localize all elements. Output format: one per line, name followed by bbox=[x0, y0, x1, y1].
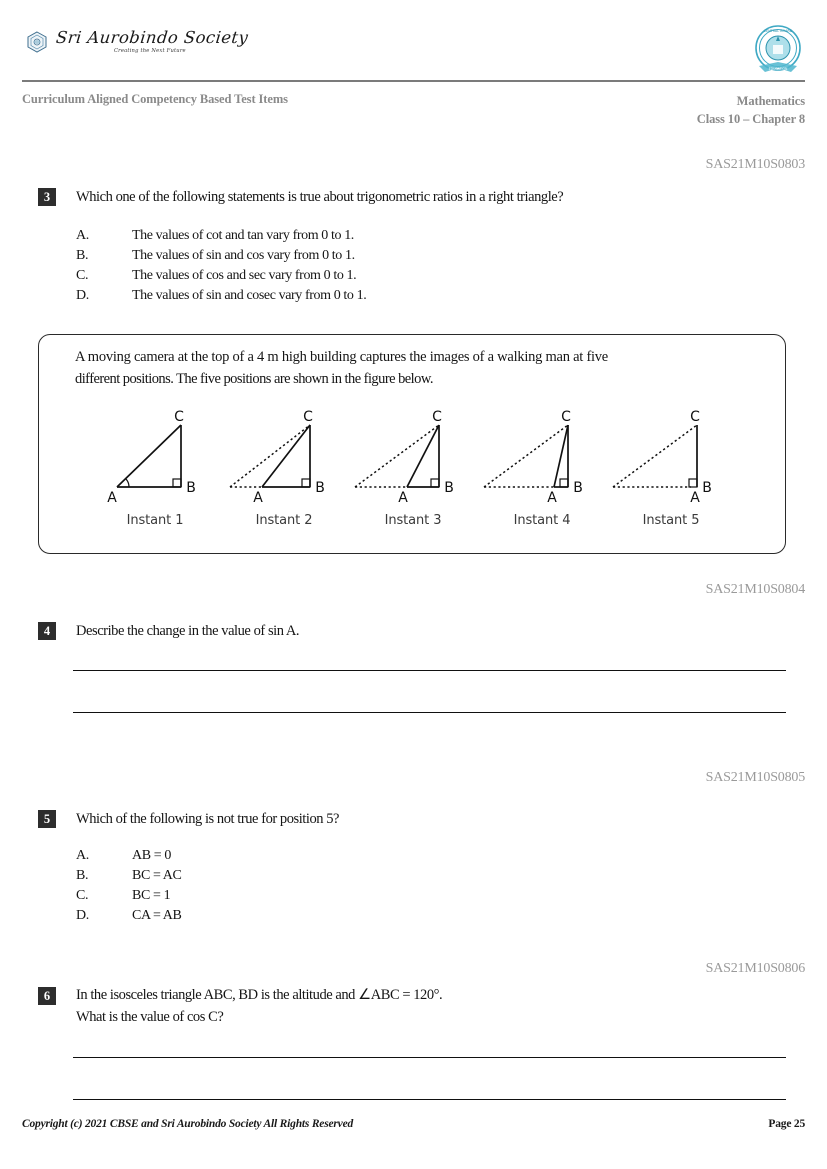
society-tagline: Creating the Next Future bbox=[114, 47, 186, 54]
figure-instants-strip bbox=[95, 403, 731, 541]
answer-line-q6-1[interactable] bbox=[73, 1057, 786, 1058]
sas-code-q6: SAS21M10S0806 bbox=[705, 961, 805, 976]
header-meta-right bbox=[697, 92, 805, 128]
option-text-q5-a: AB = 0 bbox=[132, 848, 171, 863]
sri-aurobindo-society-wordmark bbox=[56, 30, 248, 54]
option-label-q5-a: A. bbox=[76, 848, 89, 863]
cbse-emblem-icon bbox=[751, 22, 805, 78]
option-label-q5-d: D. bbox=[76, 908, 89, 923]
page-number: Page 25 bbox=[768, 1118, 805, 1130]
option-label-q3-c: C. bbox=[76, 268, 89, 283]
figure-panel bbox=[38, 334, 786, 554]
option-text-q3-b: The values of sin and cos vary from 0 to 1. bbox=[132, 248, 355, 263]
sas-code-q5: SAS21M10S0805 bbox=[705, 770, 805, 785]
figure-caption bbox=[75, 347, 765, 391]
figure-instant-5 bbox=[611, 403, 731, 528]
sas-code-q4: SAS21M10S0804 bbox=[705, 582, 805, 597]
question-text-5: Which of the following is not true for position 5? bbox=[76, 811, 340, 827]
figure-caption-line1: A moving camera at the top of a 4 m high building captures the images of a walking man at five bbox=[75, 349, 608, 365]
sri-aurobindo-society-emblem-icon bbox=[24, 31, 50, 53]
svg-text:B: B bbox=[444, 480, 454, 496]
svg-text:B: B bbox=[315, 480, 325, 496]
question-text-3: Which one of the following statements is true about trigonometric ratios in a right triangle? bbox=[76, 189, 564, 205]
figure-instant-3-caption: Instant 3 bbox=[384, 513, 442, 528]
svg-text:C: C bbox=[432, 409, 442, 425]
svg-text:A: A bbox=[398, 490, 408, 506]
question-number-6: 6 bbox=[38, 987, 56, 1005]
figure-instant-4 bbox=[482, 403, 602, 528]
question-number-4: 4 bbox=[38, 622, 56, 640]
question-text-6-line2: What is the value of cos C? bbox=[76, 1009, 224, 1025]
triangle-diagram-3 bbox=[353, 403, 473, 511]
figure-instant-4-caption: Instant 4 bbox=[513, 513, 571, 528]
svg-text:CENTRAL BOARD: CENTRAL BOARD bbox=[763, 29, 793, 33]
svg-text:A: A bbox=[253, 490, 263, 506]
answer-line-q6-2[interactable] bbox=[73, 1099, 786, 1100]
option-label-q3-b: B. bbox=[76, 248, 89, 263]
svg-text:A: A bbox=[690, 490, 700, 506]
option-text-q5-b: BC = AC bbox=[132, 868, 182, 883]
option-text-q5-c: BC = 1 bbox=[132, 888, 171, 903]
copyright-text: Copyright (c) 2021 CBSE and Sri Aurobindo Society All Rights Reserved bbox=[22, 1118, 354, 1130]
sri-aurobindo-society-logo bbox=[24, 30, 248, 54]
svg-text:A: A bbox=[107, 490, 117, 506]
header-logos bbox=[0, 22, 827, 84]
figure-instant-2 bbox=[224, 403, 344, 528]
figure-caption-line2: different positions. The five positions are shown in the figure below. bbox=[75, 370, 433, 387]
triangle-diagram-1 bbox=[95, 403, 215, 511]
svg-text:C: C bbox=[561, 409, 571, 425]
sas-code-q3: SAS21M10S0803 bbox=[705, 157, 805, 172]
option-label-q5-b: B. bbox=[76, 868, 89, 883]
option-text-q5-d: CA = AB bbox=[132, 908, 182, 923]
question-number-5: 5 bbox=[38, 810, 56, 828]
figure-instant-1 bbox=[95, 403, 215, 528]
option-text-q3-a: The values of cot and tan vary from 0 to 1. bbox=[132, 228, 354, 243]
page-footer bbox=[22, 1118, 805, 1138]
svg-text:C: C bbox=[303, 409, 313, 425]
header-divider bbox=[22, 80, 805, 82]
option-label-q3-a: A. bbox=[76, 228, 89, 243]
question-text-4: Describe the change in the value of sin A. bbox=[76, 623, 300, 639]
question-number-3: 3 bbox=[38, 188, 56, 206]
svg-text:C: C bbox=[690, 409, 700, 425]
question-text-6-line1: In the isosceles triangle ABC, BD is the altitude and ∠ABC = 120°. bbox=[76, 987, 443, 1003]
svg-text:B: B bbox=[702, 480, 712, 496]
header-meta-left: Curriculum Aligned Competency Based Test Items bbox=[22, 92, 288, 106]
option-text-q3-c: The values of cos and sec vary from 0 to 1. bbox=[132, 268, 357, 283]
figure-instant-5-caption: Instant 5 bbox=[642, 513, 700, 528]
svg-text:B: B bbox=[573, 480, 583, 496]
option-label-q3-d: D. bbox=[76, 288, 89, 303]
svg-text:EDUCATION: EDUCATION bbox=[768, 67, 788, 71]
figure-instant-1-caption: Instant 1 bbox=[126, 513, 184, 528]
subject-label: Mathematics bbox=[736, 94, 805, 108]
svg-text:C: C bbox=[174, 409, 184, 425]
triangle-diagram-4 bbox=[482, 403, 602, 511]
society-name: Sri Aurobindo Society bbox=[55, 28, 250, 47]
svg-text:B: B bbox=[186, 480, 196, 496]
option-label-q5-c: C. bbox=[76, 888, 89, 903]
triangle-diagram-5 bbox=[611, 403, 731, 511]
figure-instant-2-caption: Instant 2 bbox=[255, 513, 313, 528]
figure-instant-3 bbox=[353, 403, 473, 528]
answer-line-q4-2[interactable] bbox=[73, 712, 786, 713]
answer-line-q4-1[interactable] bbox=[73, 670, 786, 671]
option-text-q3-d: The values of sin and cosec vary from 0 to 1. bbox=[132, 288, 367, 303]
svg-text:A: A bbox=[547, 490, 557, 506]
header-meta bbox=[22, 92, 805, 132]
class-chapter-label: Class 10 – Chapter 8 bbox=[696, 112, 805, 127]
triangle-diagram-2 bbox=[224, 403, 344, 511]
